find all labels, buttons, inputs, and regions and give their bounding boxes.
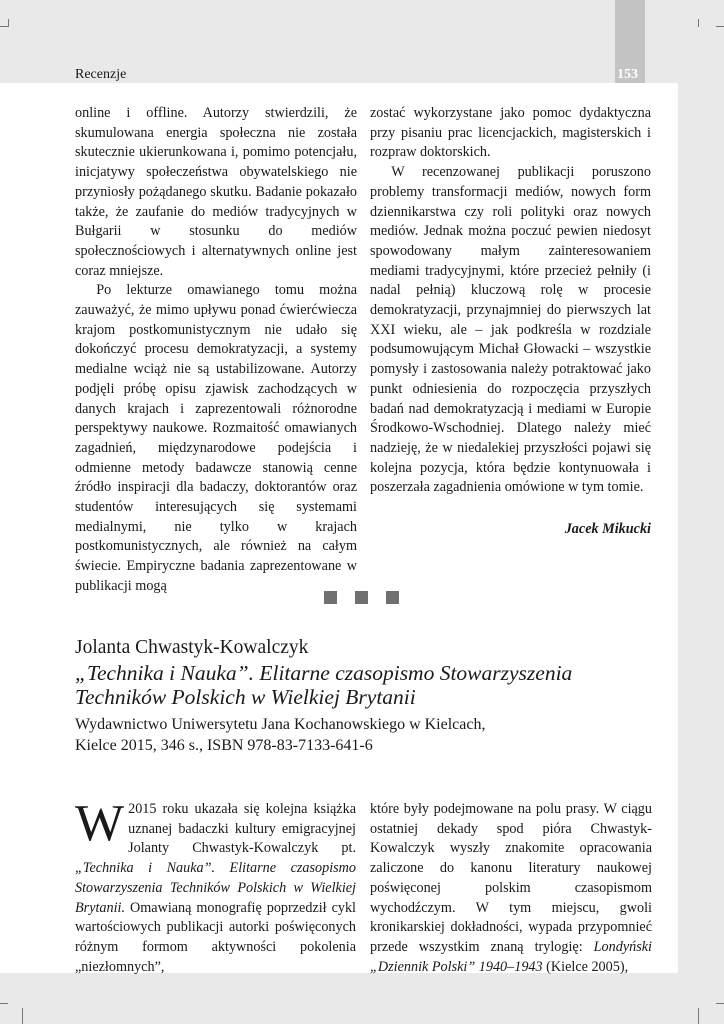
paragraph <box>370 800 652 977</box>
crop-mark-top-right <box>698 19 699 27</box>
review2-column-right <box>370 800 652 977</box>
text-run: Omawianą monografię poprzedził cykl wartościowych publikacji autorki poświęconych różnym formom aktywności pokolenia „niezłomnych”, <box>75 899 356 975</box>
paragraph: zostać wykorzystane jako pomoc dydaktyczna przy pisaniu prac licencjackich, magisterskich i rozpraw doktorskich. <box>370 105 651 161</box>
paragraph <box>75 795 356 977</box>
crop-mark-bottom-right-h <box>716 1003 724 1004</box>
paragraph: online i offline. Autorzy stwierdzili, że skumulowana energia społeczna nie została skutecznie ukierunkowana i, pomimo potencjału, inicjatywy społeczeństwa obywatelskiego nie przyniosły pożądanego skutku. Badanie pokazało także, że zaufanie do mediów tradycyjnych w Bułgarii w stosunku do mediów społecznościowych i alternatywnych online jest coraz mniejsze. <box>75 105 357 279</box>
separator-square <box>355 591 368 604</box>
publisher: Wydawnictwo Uniwersytetu Jana Kochanowskiego w Kielcach, <box>75 716 486 733</box>
cited-title: Londyński „Dziennik Polski” 1940–1943 <box>370 938 652 975</box>
drop-cap: W <box>75 795 125 852</box>
review1-column-left <box>75 104 357 597</box>
crop-mark-bottom-left-h <box>0 1003 8 1004</box>
book-publication-info <box>75 714 655 756</box>
publication-details: Kielce 2015, 346 s., ISBN 978-83-7133-641-6 <box>75 737 373 754</box>
review2-column-left <box>75 795 356 977</box>
running-header: Recenzje <box>75 67 127 82</box>
crop-mark-bottom-left <box>22 1008 23 1024</box>
page-number: 153 <box>617 67 638 82</box>
paragraph: Po lekturze omawianego tomu można zauważyć, że mimo upływu ponad ćwierćwiecza krajom postkomunistycznym nie udało się dokończyć procesu demokratyzacji, a systemy medialne wciąż nie są ustabilizowane. Autorzy podjęli próbę opisu zjawisk zachodzących w danych krajach i zaprezentowali różnorodne perspektywy naukowe. Rozmaitość omawianych zagadnień, międzynarodowe podejścia i odmienne metody badawcze stanowią cenne źródło inspiracji dla badaczy, doktorantów oraz studentów interesujących się systemami medialnymi, nie tylko w krajach postkomunistycznych, ale również na całym świecie. Empiryczne badania zaprezentowane w publikacji mogą <box>75 282 357 594</box>
paragraph: W recenzowanej publikacji poruszono problemy transformacji mediów, nowych form dziennikarstwa czy roli polityki oraz nowych mediów. Jednak można poczuć pewien niedosyt spowodowany małym zainteresowaniem mediami tradycyjnymi, które przecież pełniły (i nadal pełnią) kluczową rolę w procesie demokratyzacji, przynajmniej do pierwszych lat XXI wieku, ale – jak podkreśla w rozdziale podsumowującym Michał Głowacki – wszystkie pomysły i zastosowania należy potraktować jako punkt odniesienia do rozpoczęcia przyszłych badań nad demokratyzacją i mediami w Europie Środkowo-Wschodniej. Dlatego należy mieć nadzieję, że w niedalekiej przyszłości pojawi się kolejna pozycja, która będzie kontynuowała i poszerzała zagadnienia omówione w tym tomie. <box>370 164 651 496</box>
review-signature: Jacek Mikucki <box>564 521 651 537</box>
book-title: „Technika i Nauka”. Elitarne czasopismo Stowarzyszenia Techników Polskich w Wielkiej Brytanii <box>75 661 573 709</box>
text-run: które były podejmowane na polu prasy. W ciągu ostatniej dekady spod pióra Chwastyk-Kowalczyk wyszły znakomite opracowania zaliczone do kanonu literatury naukowej poświęconej polskim czasopismom wychodźczym. W tym miejscu, gwoli kronikarskiej dokładności, wypada przypomnieć przede wszystkim znaną trylogię: <box>370 801 652 955</box>
review1-column-right <box>370 104 651 498</box>
separator-square <box>324 591 337 604</box>
separator-square <box>386 591 399 604</box>
book-author: Jolanta Chwastyk-Kowalczyk <box>75 637 309 658</box>
book-title-inline: „Technika i Nauka”. Elitarne czasopismo Stowarzyszenia Techników Polskich w Wielkiej Brytanii. <box>75 860 356 916</box>
text-run: 2015 roku ukazała się kolejna książka uznanej badaczki kultury emigracyjnej Jolanty Chwastyk-Kowalczyk pt. <box>128 801 356 857</box>
crop-mark-bottom-right <box>698 1008 699 1024</box>
crop-mark-top-left <box>8 19 9 27</box>
crop-mark-top-right-h <box>716 26 724 27</box>
crop-mark-top-left-h <box>0 26 8 27</box>
text-run: (Kielce 2005), <box>542 958 629 975</box>
